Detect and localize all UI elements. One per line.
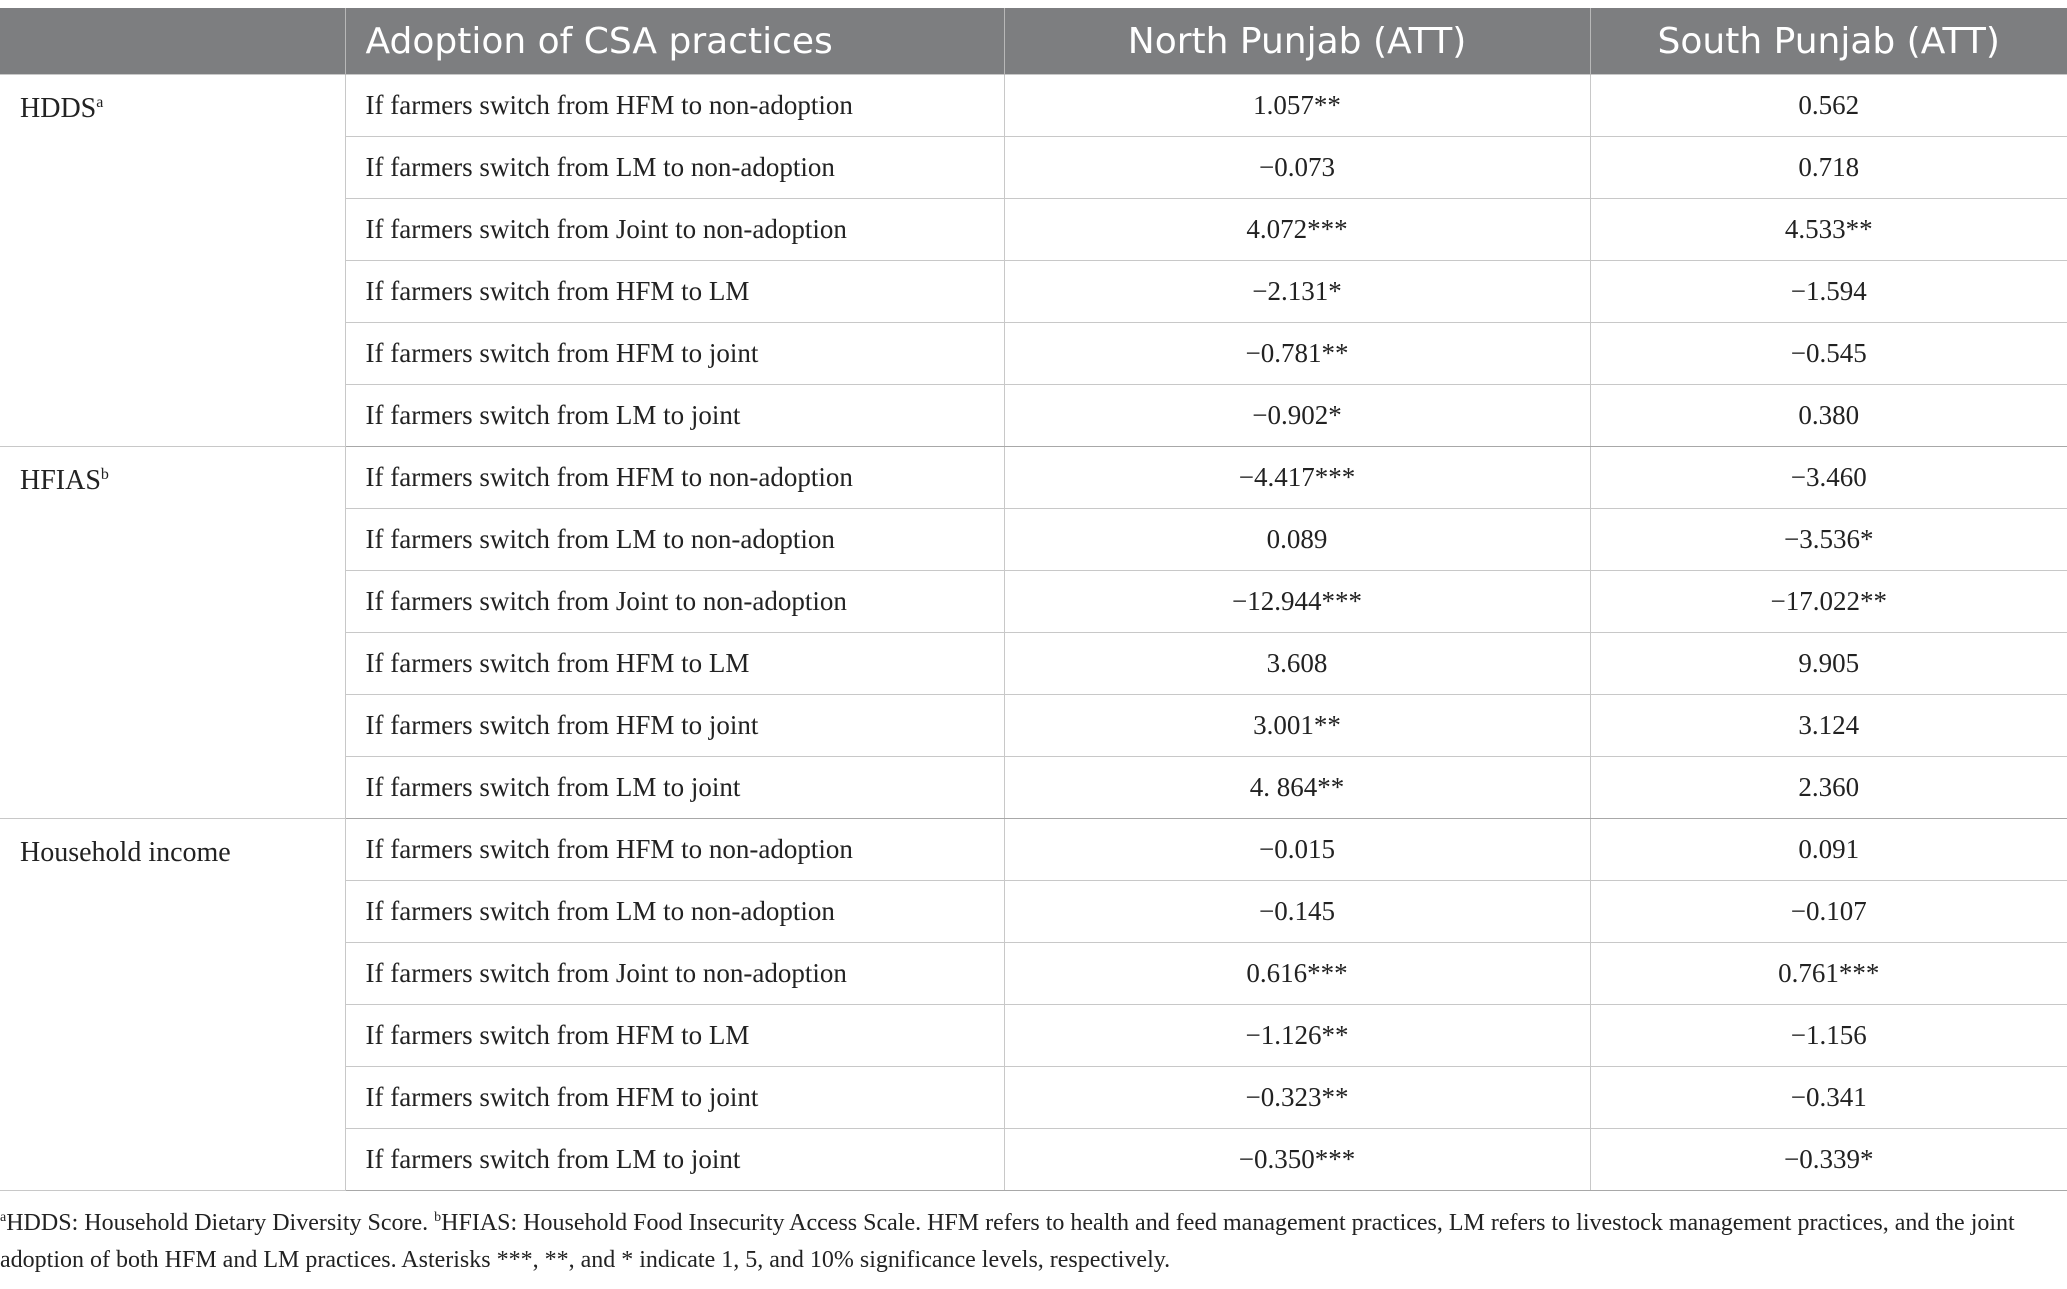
south-value: 4.533** [1590, 199, 2067, 261]
row-description: If farmers switch from HFM to LM [345, 633, 1004, 695]
south-value: 0.562 [1590, 75, 2067, 137]
footnote-marker-b: b [434, 1210, 442, 1225]
north-value: −1.126** [1004, 1005, 1590, 1067]
south-value: −0.339* [1590, 1129, 2067, 1191]
north-value: −0.015 [1004, 819, 1590, 881]
footnote-hfias: HFIAS: Household Food Insecurity Access Scale. HFM refers to health and feed management practices, LM refers to livestock management practices, and the joint adoption of both HFM and LM practices. Asterisks ***, **, and * indicate 1, 5, and 10% significance levels, respectively. [0, 1210, 2015, 1273]
footnote-marker: b [100, 466, 109, 483]
footnote-marker: a [96, 94, 104, 111]
row-description: If farmers switch from HFM to non-adoption [345, 819, 1004, 881]
north-value: −0.781** [1004, 323, 1590, 385]
table-header-row [0, 8, 2067, 75]
footnote-marker-a: a [0, 1210, 7, 1225]
south-value: −0.341 [1590, 1067, 2067, 1129]
south-value: −0.545 [1590, 323, 2067, 385]
row-description: If farmers switch from HFM to joint [345, 695, 1004, 757]
group-label-hdds: HDDS$^a$ [0, 75, 345, 447]
north-value: −0.073 [1004, 137, 1590, 199]
north-value: −0.323** [1004, 1067, 1590, 1129]
table-row [0, 447, 2067, 509]
row-description: If farmers switch from HFM to LM [345, 1005, 1004, 1067]
south-value: −1.594 [1590, 261, 2067, 323]
south-value: 3.124 [1590, 695, 2067, 757]
south-value: −3.536* [1590, 509, 2067, 571]
north-value: −0.902* [1004, 385, 1590, 447]
group-label-household-income: Household income [0, 819, 345, 1191]
north-value: 3.608 [1004, 633, 1590, 695]
north-value: −0.350*** [1004, 1129, 1590, 1191]
row-description: If farmers switch from Joint to non-adoption [345, 571, 1004, 633]
row-description: If farmers switch from LM to non-adoption [345, 881, 1004, 943]
north-value: −12.944*** [1004, 571, 1590, 633]
table-row [0, 75, 2067, 137]
row-description: If farmers switch from HFM to joint [345, 323, 1004, 385]
row-description: If farmers switch from Joint to non-adoption [345, 943, 1004, 1005]
north-value: 0.089 [1004, 509, 1590, 571]
results-table [0, 8, 2067, 1191]
south-value: −17.022** [1590, 571, 2067, 633]
south-value: 2.360 [1590, 757, 2067, 819]
south-value: 9.905 [1590, 633, 2067, 695]
footnote-hdds: HDDS: Household Dietary Diversity Score. [6, 1210, 435, 1236]
north-value: −2.131* [1004, 261, 1590, 323]
north-value: −0.145 [1004, 881, 1590, 943]
south-value: −1.156 [1590, 1005, 2067, 1067]
south-value: 0.091 [1590, 819, 2067, 881]
row-description: If farmers switch from LM to joint [345, 385, 1004, 447]
header-north-punjab: North Punjab (ATT) [1004, 8, 1590, 75]
row-description: If farmers switch from HFM to non-adoption [345, 447, 1004, 509]
north-value: 0.616*** [1004, 943, 1590, 1005]
south-value: −0.107 [1590, 881, 2067, 943]
table-footnote [0, 1199, 2040, 1279]
header-empty-cell [0, 8, 345, 75]
south-value: −3.460 [1590, 447, 2067, 509]
header-adoption-practices: Adoption of CSA practices [345, 8, 1004, 75]
row-description: If farmers switch from LM to joint [345, 757, 1004, 819]
row-description: If farmers switch from HFM to LM [345, 261, 1004, 323]
south-value: 0.380 [1590, 385, 2067, 447]
row-description: If farmers switch from LM to joint [345, 1129, 1004, 1191]
header-south-punjab: South Punjab (ATT) [1590, 8, 2067, 75]
row-description: If farmers switch from LM to non-adoption [345, 509, 1004, 571]
north-value: −4.417*** [1004, 447, 1590, 509]
row-description: If farmers switch from HFM to non-adoption [345, 75, 1004, 137]
row-description: If farmers switch from Joint to non-adoption [345, 199, 1004, 261]
north-value: 4. 864** [1004, 757, 1590, 819]
row-description: If farmers switch from LM to non-adoption [345, 137, 1004, 199]
south-value: 0.761*** [1590, 943, 2067, 1005]
north-value: 4.072*** [1004, 199, 1590, 261]
north-value: 3.001** [1004, 695, 1590, 757]
row-description: If farmers switch from HFM to joint [345, 1067, 1004, 1129]
north-value: 1.057** [1004, 75, 1590, 137]
south-value: 0.718 [1590, 137, 2067, 199]
table-row [0, 819, 2067, 881]
group-label-hfias: HFIAS$^b$ [0, 447, 345, 819]
